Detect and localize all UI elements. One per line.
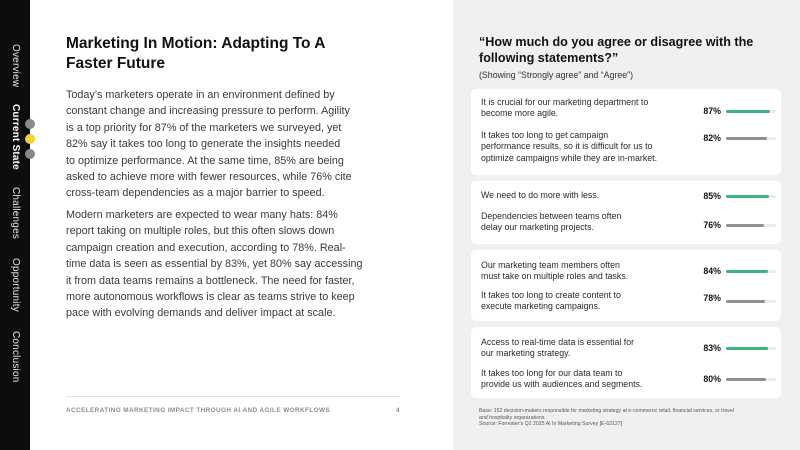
stat-bar-track bbox=[726, 270, 776, 273]
stat-statement bbox=[481, 337, 676, 360]
stat-bar-track bbox=[726, 224, 776, 227]
stat-statement bbox=[481, 260, 676, 283]
page-title bbox=[66, 34, 368, 74]
statement-line: It is crucial for our marketing department to bbox=[481, 97, 649, 107]
stat-bar-track bbox=[726, 300, 776, 303]
body-paragraph-2 bbox=[66, 207, 368, 322]
paragraph-line: Modern marketers are expected to wear many hats: 84% bbox=[66, 209, 338, 221]
stat-bar-track bbox=[726, 195, 776, 198]
footer-text: ACCELERATING MARKETING IMPACT THROUGH AI AND AGILE WORKFLOWS bbox=[66, 407, 331, 414]
stat-card bbox=[471, 89, 781, 175]
stat-bar-fill bbox=[726, 110, 770, 113]
title-line: Marketing In Motion: Adapting To A bbox=[66, 35, 326, 52]
statement-line: It takes too long for our data team to bbox=[481, 368, 623, 378]
section-sidebar bbox=[0, 0, 30, 450]
stat-card bbox=[471, 250, 781, 321]
stat-percent: 85% bbox=[703, 191, 721, 201]
stat-card bbox=[471, 181, 781, 244]
stat-bar-track bbox=[726, 378, 776, 381]
paragraph-line: it from data teams remains a bottleneck. The need for faster, bbox=[66, 274, 355, 287]
statement-line: Dependencies between teams often bbox=[481, 211, 622, 221]
statement-line: performance results, so it is difficult for us to bbox=[481, 141, 653, 152]
statement-line: optimize campaigns while they are in-market. bbox=[481, 152, 658, 163]
stat-percent: 84% bbox=[703, 266, 721, 276]
page-number: 4 bbox=[396, 407, 400, 414]
statement-line: We need to do more with less. bbox=[481, 190, 600, 200]
progress-dot-active bbox=[25, 134, 35, 144]
stat-percent: 83% bbox=[703, 343, 721, 353]
stat-statement bbox=[481, 130, 676, 164]
stat-bar-fill bbox=[726, 270, 768, 273]
stat-bar-track bbox=[726, 110, 776, 113]
paragraph-line: asked to achieve more with fewer resources, while 76% cite bbox=[66, 171, 352, 184]
paragraph-line: more autonomous workflows is clear as teams strive to keep bbox=[66, 291, 355, 304]
section-progress-dots bbox=[25, 119, 35, 161]
stat-percent: 82% bbox=[703, 133, 721, 143]
progress-dot bbox=[25, 149, 35, 159]
paragraph-line: 82% say it takes too long to generate the insights needed bbox=[66, 138, 341, 151]
stat-statement bbox=[481, 97, 676, 120]
question-line: following statements?” bbox=[479, 51, 619, 66]
nav-item-current-state[interactable]: Current State bbox=[10, 104, 21, 170]
paragraph-line: is a top priority for 87% of the marketers we surveyed, yet bbox=[66, 121, 342, 134]
paragraph-line: campaign creation and execution, according to 78%. Real- bbox=[66, 241, 346, 254]
stat-statement bbox=[481, 211, 676, 234]
body-paragraph-1 bbox=[66, 87, 368, 202]
stat-statement bbox=[481, 190, 676, 201]
paragraph-line: cross-team dependencies as a major barrier to speed. bbox=[66, 187, 325, 200]
statement-line: It takes too long to get campaign bbox=[481, 130, 609, 140]
survey-question bbox=[479, 34, 779, 67]
stat-bar-fill bbox=[726, 224, 764, 227]
survey-note: (Showing “Strongly agree” and “Agree”) bbox=[479, 70, 634, 80]
nav-item-overview[interactable]: Overview bbox=[10, 44, 21, 88]
question-line: “How much do you agree or disagree with the bbox=[479, 35, 754, 49]
paragraph-line: time data is seen as essential by 83%, yet 80% say accessing bbox=[66, 258, 363, 271]
stat-card bbox=[471, 327, 781, 398]
paragraph-line: Today’s marketers operate in an environment defined by bbox=[66, 89, 335, 101]
title-line: Faster Future bbox=[66, 55, 166, 72]
statement-line: It takes too long to create content to bbox=[481, 290, 621, 300]
statement-line: execute marketing campaigns. bbox=[481, 301, 601, 312]
statement-line: our marketing strategy. bbox=[481, 348, 571, 359]
stat-percent: 76% bbox=[703, 220, 721, 230]
statement-line: Access to real-time data is essential for bbox=[481, 337, 635, 347]
stat-bar-fill bbox=[726, 347, 768, 350]
stat-percent: 87% bbox=[703, 106, 721, 116]
stat-percent: 80% bbox=[703, 374, 721, 384]
survey-panel bbox=[453, 0, 800, 450]
statement-line: delay our marketing projects. bbox=[481, 222, 594, 233]
nav-item-challenges[interactable]: Challenges bbox=[10, 187, 21, 240]
statement-line: provide us with audiences and segments. bbox=[481, 379, 643, 390]
stat-percent: 78% bbox=[703, 293, 721, 303]
statement-line: Our marketing team members often bbox=[481, 260, 620, 270]
nav-item-opportunity[interactable]: Opportunity bbox=[10, 258, 21, 312]
stat-bar-track bbox=[726, 347, 776, 350]
statement-line: become more agile. bbox=[481, 108, 559, 119]
base-source-note bbox=[479, 408, 779, 428]
stat-bar-fill bbox=[726, 378, 766, 381]
paragraph-line: constant change and increasing pressure to perform. Agility bbox=[66, 105, 350, 118]
nav-item-conclusion[interactable]: Conclusion bbox=[10, 331, 21, 383]
stat-statement bbox=[481, 368, 676, 391]
stat-bar-track bbox=[726, 137, 776, 140]
stat-statement bbox=[481, 290, 676, 313]
stat-bar-fill bbox=[726, 137, 767, 140]
progress-dot bbox=[25, 119, 35, 129]
paragraph-line: pace with evolving demands and deliver impact at scale. bbox=[66, 307, 336, 320]
base-line: Base: 152 decision-makers responsible for marketing strategy at e-commerce retail, financial services, or travel bbox=[479, 408, 734, 414]
paragraph-line: to optimize performance. At the same time, 85% are being bbox=[66, 154, 344, 167]
base-line: and hospitality organizations bbox=[479, 414, 545, 421]
footer-divider bbox=[66, 396, 400, 397]
stat-bar-fill bbox=[726, 195, 769, 198]
stat-bar-fill bbox=[726, 300, 765, 303]
source-line: Source: Forrester’s Q2 2025 AI In Marketing Survey [E-63127] bbox=[479, 421, 623, 428]
paragraph-line: report taking on multiple roles, but this often slows down bbox=[66, 225, 335, 238]
statement-line: must take on multiple roles and tasks. bbox=[481, 271, 629, 282]
